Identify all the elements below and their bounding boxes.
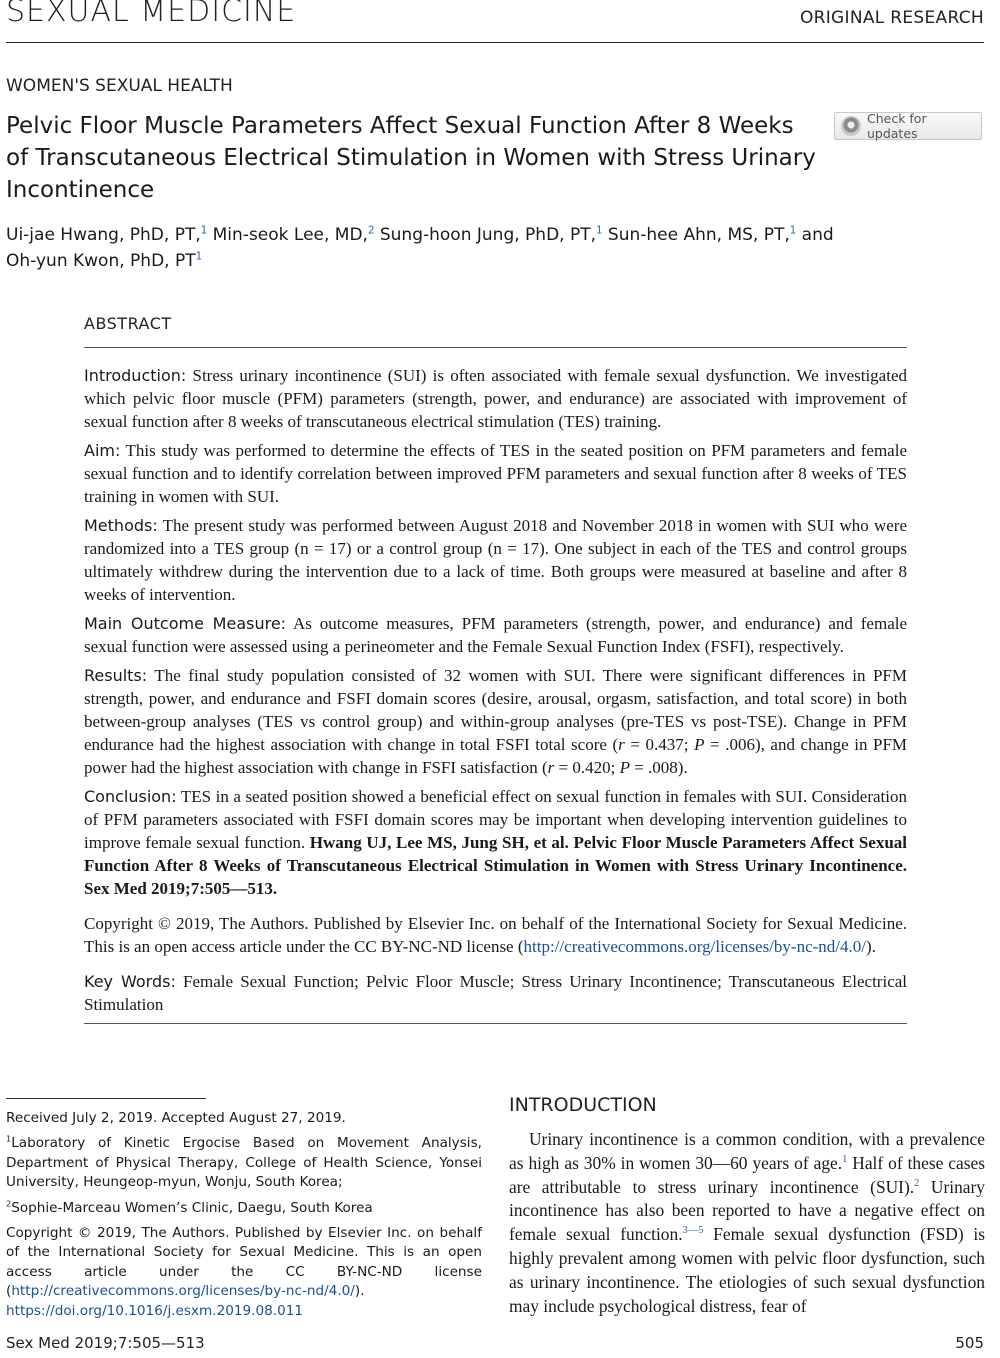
affiliation-number: 2 xyxy=(6,1198,12,1209)
introduction-body xyxy=(509,1128,985,1318)
doi-link[interactable]: https://doi.org/10.1016/j.esxm.2019.08.011 xyxy=(6,1302,304,1319)
reference-link[interactable]: 1 xyxy=(842,1154,848,1165)
crossmark-icon xyxy=(841,116,861,136)
footnote-rule xyxy=(6,1098,206,1099)
abstract-text: Female Sexual Function; Pelvic Floor Muscle; Stress Urinary Incontinence; Transcutaneous Electrical Stimulation xyxy=(84,972,908,1014)
footnote-copyright xyxy=(6,1224,482,1321)
copyright-text: ). xyxy=(354,1283,365,1300)
author: Ui-jae Hwang, PhD, PT, xyxy=(6,225,201,245)
abstract-text: = .006), and change in PFM power had the highest association with change in FSFI satisfaction ( xyxy=(84,735,908,777)
abstract-label: Introduction: xyxy=(84,366,187,385)
license-link[interactable]: http://creativecommons.org/licenses/by-nc-nd/4.0/ xyxy=(523,937,866,956)
header-rule xyxy=(6,42,984,43)
author: Oh-yun Kwon, PhD, PT xyxy=(6,251,196,271)
abstract-conclusion xyxy=(84,785,907,900)
stat-symbol: P xyxy=(619,758,630,777)
abstract-label: Key Words: xyxy=(84,972,176,991)
author-affiliation-ref[interactable]: 1 xyxy=(195,251,203,263)
abstract-citation: Hwang UJ, Lee MS, Jung SH, et al. Pelvic Floor Muscle Parameters Affect Sexual Function After 8 Weeks of Transcutaneous Electrical Stimulation in Women with Stress Urinary Incontinence. Sex Med 2019;7:505—513. xyxy=(84,833,907,898)
check-for-updates-label: Check for updates xyxy=(866,111,927,141)
reference-link[interactable]: 3—5 xyxy=(682,1225,704,1237)
abstract-outcome xyxy=(84,612,907,658)
stat-symbol: P xyxy=(694,735,705,754)
abstract-label: Aim: xyxy=(84,441,121,460)
author-affiliation-ref[interactable]: 2 xyxy=(367,225,375,237)
abstract-body xyxy=(84,364,907,1022)
abstract-text: Copyright © 2019, The Authors. Published by Elsevier Inc. on behalf of the International Society for Sexual Medicine. This is an open access article under the CC BY-NC-ND license ( xyxy=(84,914,907,956)
body-text: Female sexual dysfunction (FSD) is highly prevalent among women with pelvic floor dysfunction, such as urinary incontinence. The etiologies of such sexual dysfunction may include psychological distress, fear of xyxy=(509,1224,985,1316)
author-affiliation-ref[interactable]: 1 xyxy=(200,225,208,237)
abstract-aim xyxy=(84,439,907,508)
footnotes xyxy=(6,1109,482,1327)
abstract-heading: ABSTRACT xyxy=(84,314,172,333)
author-affiliation-ref[interactable]: 1 xyxy=(789,225,797,237)
author: Min-seok Lee, MD, xyxy=(212,225,368,245)
abstract-text: = 0.437; xyxy=(630,735,689,754)
copyright-text: Copyright © 2019, The Authors. Published by Elsevier Inc. on behalf of the International Society for Sexual Medicine. This is an open access article under the CC BY-NC-ND license ( xyxy=(6,1225,482,1300)
body-text: Urinary incontinence is a common condition, with a prevalence as high as 30% in women 30—60 years of age. xyxy=(509,1129,985,1173)
abstract-rule-top xyxy=(84,347,907,348)
body-text: Half of these cases are attributable to stress urinary incontinence (SUI). xyxy=(509,1152,985,1197)
abstract-label: Results: xyxy=(84,666,148,685)
affiliation-number: 1 xyxy=(6,1133,12,1144)
abstract-text: ). xyxy=(865,937,876,956)
introduction-heading: INTRODUCTION xyxy=(509,1094,657,1116)
license-link[interactable]: http://creativecommons.org/licenses/by-nc-nd/4.0/ xyxy=(11,1283,355,1300)
abstract-label: Conclusion: xyxy=(84,787,177,806)
author: Sung-hoon Jung, PhD, PT, xyxy=(379,225,597,245)
abstract-text: The present study was performed between August 2018 and November 2018 in women with SUI who were randomized into a TES group (n = 17) or a control group (n = 17). One subject in each of the TES and control groups ultimately withdrew during the intervention due to a lack of time. Both groups were measured at baseline and after 8 weeks of intervention. xyxy=(84,516,907,604)
received-dates: Received July 2, 2019. Accepted August 27, 2019. xyxy=(6,1110,346,1126)
journal-name: SEXUAL MEDICINE xyxy=(6,0,297,29)
abstract-label: Main Outcome Measure: xyxy=(84,614,287,633)
authors-conjunction: and xyxy=(801,225,834,245)
abstract-text: = .008). xyxy=(634,758,688,777)
stat-symbol: r xyxy=(618,735,625,754)
stat-symbol: r xyxy=(547,758,555,777)
abstract-text: = 0.420; xyxy=(558,758,616,777)
abstract-text: As outcome measures, PFM parameters (strength, power, and endurance) and female sexual function were assessed using a perineometer and the Female Sexual Function Index (FSFI), respectively. xyxy=(84,614,908,656)
abstract-text: TES in a seated position showed a beneficial effect on sexual function in females with SUI. Consideration of PFM parameters associated with FSFI domain scores may be important when developing intervention guidelines to improve female sexual function. xyxy=(84,787,907,852)
abstract-results xyxy=(84,664,907,779)
abstract-label: Methods: xyxy=(84,516,158,535)
abstract-copyright xyxy=(84,912,907,958)
author-affiliation-ref[interactable]: 1 xyxy=(596,225,603,237)
abstract-text: This study was performed to determine the effects of TES in the seated position on PFM parameters and female sexual function and to identify correlation between improved PFM parameters and sexual function after 8 weeks of TES training in women with SUI. xyxy=(84,441,907,506)
abstract-keywords xyxy=(84,970,907,1016)
abstract-text: The final study population consisted of 32 women with SUI. There were significant differences in PFM strength, power, and endurance and FSFI domain scores (desire, arousal, orgasm, satisfaction, and total score) in both between-group analyses (TES vs control group) and within-group analyses (pre-TES vs post-TSE). Change in PFM endurance had the highest association with change in total FSFI total score ( xyxy=(84,666,907,754)
abstract-text: Stress urinary incontinence (SUI) is often associated with female sexual dysfunction. We investigated which pelvic floor muscle (PFM) parameters (strength, power, and endurance) are associated with improvement of sexual function after 8 weeks of transcutaneous electrical stimulation (TES) training. xyxy=(84,366,907,431)
article-type: ORIGINAL RESEARCH xyxy=(799,8,984,28)
page-number: 505 xyxy=(955,1334,984,1352)
body-text: Urinary incontinence has also been reported to have a negative effect on female sexual function. xyxy=(509,1176,985,1245)
author-list xyxy=(6,222,836,274)
abstract-rule-bottom xyxy=(84,1023,907,1024)
reference-link[interactable]: 2 xyxy=(914,1177,920,1189)
section-label: WOMEN'S SEXUAL HEALTH xyxy=(6,76,233,96)
footer-citation: Sex Med 2019;7:505—513 xyxy=(6,1334,205,1352)
author: Sun-hee Ahn, MS, PT, xyxy=(607,225,790,245)
check-for-updates-button[interactable] xyxy=(834,112,982,140)
affiliation-2 xyxy=(6,1199,482,1218)
affiliation-1 xyxy=(6,1134,482,1192)
affiliation-text: Laboratory of Kinetic Ergocise Based on Movement Analysis, Department of Physical Therapy, College of Health Science, Yonsei University, Heungeop-myun, Wonju, South Korea; xyxy=(6,1135,482,1191)
article-title: Pelvic Floor Muscle Parameters Affect Sexual Function After 8 Weeks of Transcutaneous Electrical Stimulation in Women with Stress Urinary Incontinence xyxy=(6,113,816,203)
affiliation-text: Sophie-Marceau Women’s Clinic, Daegu, South Korea xyxy=(11,1199,373,1216)
abstract-methods xyxy=(84,514,907,606)
abstract-introduction xyxy=(84,364,907,433)
